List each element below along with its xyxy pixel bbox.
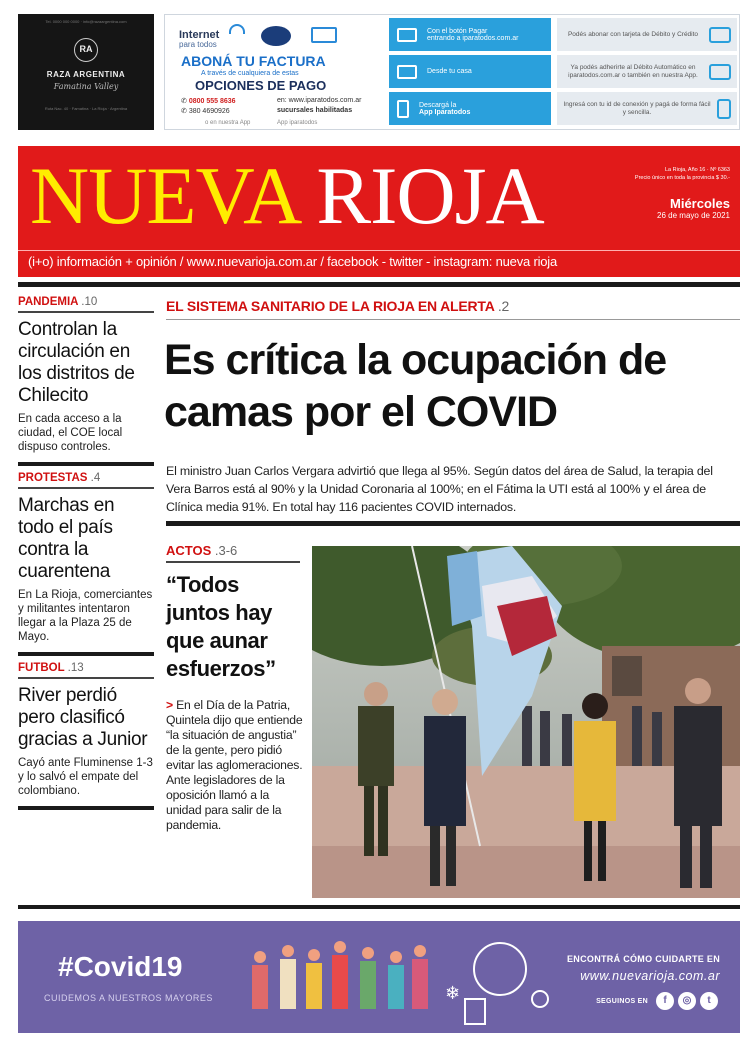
brief-futbol[interactable] <box>18 662 154 798</box>
raza-script: Famatina Valley <box>53 82 119 91</box>
divider <box>18 905 740 909</box>
section-label: ACTOS .3-6 <box>166 543 300 563</box>
brief-text: En La Rioja, comerciantes y militantes intentaron llegar a la Plaza 25 de Mayo. <box>18 589 153 643</box>
monitor-icon <box>311 27 337 43</box>
top-advertisements <box>18 14 740 132</box>
laptop-icon <box>397 65 417 79</box>
monitor-icon <box>397 28 417 42</box>
divider <box>18 652 154 656</box>
tagline[interactable]: (i+o) información + opinión / www.nuevarioja.com.ar / facebook - twitter - instagram: nueva rioja <box>28 254 558 269</box>
opciones-heading: OPCIONES DE PAGO <box>195 78 327 93</box>
pay-info-row: Podés abonar con tarjeta de Débito y Crédito <box>557 18 737 51</box>
section-label: PANDEMIA .10 <box>18 296 154 313</box>
masthead <box>18 146 740 277</box>
phone-icon <box>397 100 409 118</box>
laptop-icon <box>261 26 291 46</box>
main-headline[interactable]: Es crítica la ocupación de camas por el COVID <box>164 336 667 436</box>
cuota-text: A través de cualquiera de estas <box>201 70 299 77</box>
cta-url[interactable]: www.nuevarioja.com.ar <box>580 969 720 983</box>
pay-info-row: Ingresá con tu id de conexión y pagá de forma fácil y sencilla. <box>557 92 737 125</box>
brief-pandemia[interactable] <box>18 296 154 454</box>
people-illustration <box>240 929 560 1029</box>
pay-info <box>557 18 737 129</box>
card-icon <box>709 27 731 43</box>
divider <box>166 521 740 526</box>
internet-logo: Internet <box>179 29 220 41</box>
briefs-column <box>18 296 154 816</box>
main-kicker[interactable]: EL SISTEMA SANITARIO DE LA RIOJA EN ALERTA .2 <box>166 298 510 314</box>
price: Precio único en toda la provincia $ 30.- <box>634 175 730 181</box>
raza-fine-print-top: Tel. 0000 000 0000 · info@razaargentina.com <box>45 19 127 24</box>
instagram-icon[interactable]: ◎ <box>678 992 696 1010</box>
covid-hashtag: #Covid19 <box>58 951 183 982</box>
actos-text: > En el Día de la Patria, Quintela dijo que entiende “la situación de angustia” de la gente, pero pidió evitar las aglomeraciones. Ante legisladores de la oposición llamó a la unidad para salir de la pandemia. <box>166 698 303 832</box>
pay-button-app[interactable]: Descargá la App Iparatodos <box>389 92 551 125</box>
edition-meta <box>635 166 730 220</box>
pay-info-row: Ya podés adherirte al Débito Automático en iparatodos.com.ar o también en nuestra App. <box>557 55 737 88</box>
app-note: o en nuestra App <box>205 120 251 126</box>
app-name: App iparatodos <box>277 120 318 126</box>
section-label: FUTBOL .13 <box>18 662 154 679</box>
facebook-icon[interactable]: f <box>656 992 674 1010</box>
wifi-icon <box>229 24 245 34</box>
card-icon <box>709 64 731 80</box>
raza-logo: RA <box>74 38 98 62</box>
brief-text: Cayó ante Fluminense 1-3 y lo salvó el empate del colombiano. <box>18 757 153 797</box>
photo-illustration <box>312 546 740 898</box>
main-lede: El ministro Juan Carlos Vergara advirtió que llega al 95%. Según datos del área de Salud, la terapia del Vera Barros está al 90% y la Unidad Coronaria al 100%; en el Fátima la UTI está al 100% y el área de Clínica media 91%. En total hay 116 pacientes COVID internados. <box>166 464 713 514</box>
raza-brand: RAZA ARGENTINA <box>46 70 126 79</box>
divider <box>18 282 740 287</box>
phone-icon <box>717 99 731 119</box>
divider <box>18 806 154 810</box>
internet-para-todos-ad[interactable] <box>164 14 740 130</box>
weekday: Miércoles <box>670 196 730 211</box>
phone-2: ✆ 380 4690926 <box>181 108 230 115</box>
brief-protestas[interactable] <box>18 472 154 644</box>
follow-text: SEGUINOS EN <box>596 998 648 1005</box>
divider <box>18 462 154 466</box>
pay-button-home[interactable]: Desde tu casa <box>389 55 551 88</box>
internet-logo-sub: para todos <box>179 40 217 49</box>
newspaper-title[interactable]: NUEVA RIOJA <box>30 150 544 241</box>
section-label: PROTESTAS .4 <box>18 472 154 489</box>
phone-1: ✆ 0800 555 8636 <box>181 98 236 105</box>
divider <box>18 250 740 251</box>
pay-options <box>389 18 551 129</box>
svg-text:❄: ❄ <box>445 983 461 1004</box>
brief-title: Marchas en todo el país contra la cuarentena <box>18 495 115 582</box>
sucursales-text: sucursales habilitadas <box>277 107 353 114</box>
brief-text: En cada acceso a la ciudad, el COE local dispuso controles. <box>18 413 123 453</box>
abona-heading: ABONÁ TU FACTURA <box>181 53 326 69</box>
web-text: en: www.iparatodos.com.ar <box>277 97 362 104</box>
brief-title: River perdió pero clasificó gracias a Junior <box>18 685 148 750</box>
flag-ceremony-photo[interactable] <box>312 546 740 898</box>
arrow-icon: > <box>166 698 173 712</box>
brief-title: Controlan la circulación en los distritos de Chilecito <box>18 319 135 406</box>
actos-quote-headline[interactable]: “Todos juntos hay que aunar esfuerzos” <box>166 572 276 681</box>
twitter-icon[interactable]: t <box>700 992 718 1010</box>
edition-number: La Rioja, Año 16 · Nº 6363 <box>665 167 730 173</box>
cta-text: ENCONTRÁ CÓMO CUIDARTE EN <box>567 954 720 964</box>
covid-subtitle: CUIDEMOS A NUESTROS MAYORES <box>44 993 213 1003</box>
divider <box>166 319 740 320</box>
raza-fine-print-bottom: Ruta Nac. 40 · Famatina · La Rioja · Argentina <box>44 106 128 111</box>
raza-argentina-ad[interactable] <box>18 14 154 130</box>
pay-button-web[interactable]: Con el botón Pagar entrando a iparatodos.com.ar <box>389 18 551 51</box>
date: 26 de mayo de 2021 <box>657 211 730 220</box>
covid-banner[interactable] <box>18 921 740 1033</box>
